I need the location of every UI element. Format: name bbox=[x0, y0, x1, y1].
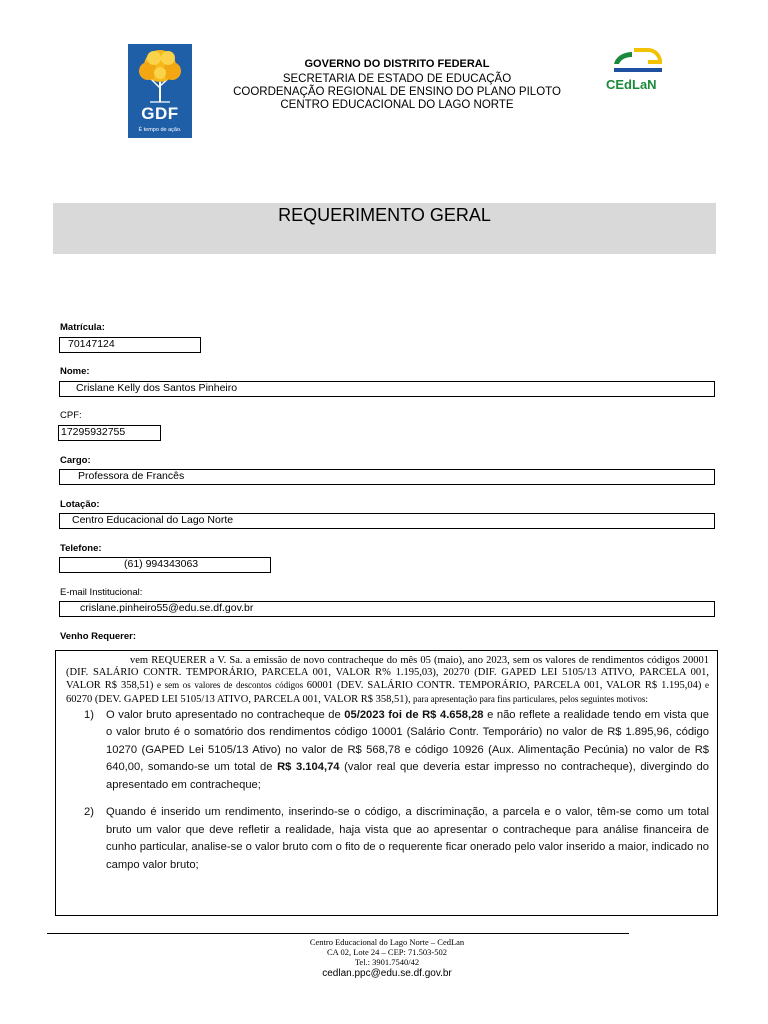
tree-icon bbox=[128, 44, 192, 104]
header-secretariat: SECRETARIA DE ESTADO DE EDUCAÇÃO bbox=[282, 73, 512, 85]
cpf-field[interactable]: 17295932755 bbox=[58, 425, 161, 441]
list-item bbox=[66, 804, 709, 874]
cedlan-logo bbox=[604, 44, 674, 96]
header-coordination: COORDENAÇÃO REGIONAL DE ENSINO DO PLANO PILOTO bbox=[233, 86, 561, 98]
email-field[interactable]: crislane.pinheiro55@edu.se.df.gov.br bbox=[59, 601, 715, 617]
cargo-label: Cargo: bbox=[60, 455, 91, 466]
title-band bbox=[53, 203, 716, 254]
gdf-logo-text: GDF bbox=[141, 104, 179, 123]
request-intro-main: vem REQUERER a V. Sa. a emissão de novo contracheque do mês 05 (maio), ano 2023, sem os valores de rendimentos códigos 20001 (DIF. SALÁRIO CONTR. TEMPORÁRIO, PARCELA 001, VALOR R% 1.195,03), 20270 (DIF. GAPED LEI 5105/13 ATIVO, PARCELA 001, VALOR R$ 358,51) bbox=[66, 655, 709, 692]
header-text bbox=[200, 58, 594, 112]
request-intro-cont: 60001 (DEV. SALÁRIO CONTR. TEMPORÁRIO, PARCELA 001, VALOR R$ 1.195,04) bbox=[306, 680, 702, 692]
footer-address: CA 02, Lote 24 – CEP: 71.503-502 bbox=[327, 947, 447, 957]
list-item-number: 1) bbox=[84, 708, 94, 721]
item-1-text-d: R$ 3.104,74 bbox=[277, 761, 340, 774]
item-1-text-a: O valor bruto apresentado no contracheque de bbox=[106, 708, 345, 721]
item-1-text-c: e não reflete a realidade tendo em vista que o valor bruto é o somatório dos rendimentos código 10001 (Salário Contr. Temporário) no valor de R$ 1.895,96, código 10270 (GAPED Lei 5105/13 Ativo) no valor de R$ 568,78 e código 10926 (Aux. Alimentação Pecúnia) no valor de R$ 640,00, somando-se um total de bbox=[106, 708, 709, 774]
cedlan-emblem-icon bbox=[604, 44, 674, 80]
page-title: REQUERIMENTO GERAL bbox=[278, 205, 491, 225]
cedlan-logo-text: CEdLaN bbox=[606, 77, 657, 92]
list-item bbox=[66, 707, 709, 795]
telefone-label: Telefone: bbox=[60, 543, 102, 554]
request-intro-small-3: para apresentação para fins particulares, pelos seguintes motivos: bbox=[410, 693, 648, 704]
request-intro-small-1: e sem os valores de descontos códigos bbox=[153, 680, 307, 691]
item-2-text: Quando é inserido um rendimento, inserindo-se o código, a discriminação, a parcela e o valor, têm-se como um total bruto um valor que deve refletir a realidade, haja vista que ao apresentar o contracheque para análise financeira de cunho particular, analise-se o valor bruto com o fito de o requerente ficar onerado pelo valor inserido a maior, indicado no campo valor bruto; bbox=[106, 806, 709, 871]
cargo-field[interactable]: Professora de Francês bbox=[59, 469, 715, 485]
lotacao-field[interactable]: Centro Educacional do Lago Norte bbox=[59, 513, 715, 529]
item-1-text-e: (valor real que deveria estar impresso no contracheque), divergindo do apresentado em contracheque; bbox=[106, 761, 709, 791]
footer-divider bbox=[47, 933, 629, 934]
request-intro-cont-2: 60270 (DEV. GAPED LEI 5105/13 ATIVO, PARCELA 001, VALOR R$ 358,51), bbox=[66, 693, 411, 705]
item-1-text-b: 05/2023 foi de R$ 4.658,28 bbox=[344, 708, 484, 721]
cpf-label: CPF: bbox=[60, 410, 82, 421]
matricula-label: Matrícula: bbox=[60, 322, 105, 333]
request-box[interactable] bbox=[55, 650, 718, 916]
footer-phone: Tel.: 3901.7540/42 bbox=[354, 957, 420, 967]
gdf-logo bbox=[128, 44, 192, 138]
telefone-field[interactable]: (61) 994343063 bbox=[59, 557, 271, 573]
nome-field[interactable]: Crislane Kelly dos Santos Pinheiro bbox=[59, 381, 715, 397]
list-item-number: 2) bbox=[84, 806, 94, 819]
header-school: CENTRO EDUCACIONAL DO LAGO NORTE bbox=[280, 99, 514, 111]
footer-email[interactable]: cedlan.ppc@edu.se.df.gov.br bbox=[322, 968, 452, 979]
lotacao-label: Lotação: bbox=[60, 499, 100, 510]
matricula-field[interactable]: 70147124 bbox=[59, 337, 201, 353]
nome-label: Nome: bbox=[60, 366, 90, 377]
footer bbox=[200, 937, 574, 980]
header-government: GOVERNO DO DISTRITO FEDERAL bbox=[304, 58, 490, 70]
email-label: E-mail Institucional: bbox=[60, 587, 143, 598]
motives-list bbox=[66, 707, 709, 875]
request-intro bbox=[66, 655, 709, 706]
footer-school-name: Centro Educacional do Lago Norte – CedLan bbox=[309, 937, 465, 947]
request-intro-small-2: e bbox=[701, 680, 709, 691]
venho-requerer-label: Venho Requerer: bbox=[60, 631, 137, 642]
gdf-slogan: É tempo de ação. bbox=[138, 127, 182, 133]
